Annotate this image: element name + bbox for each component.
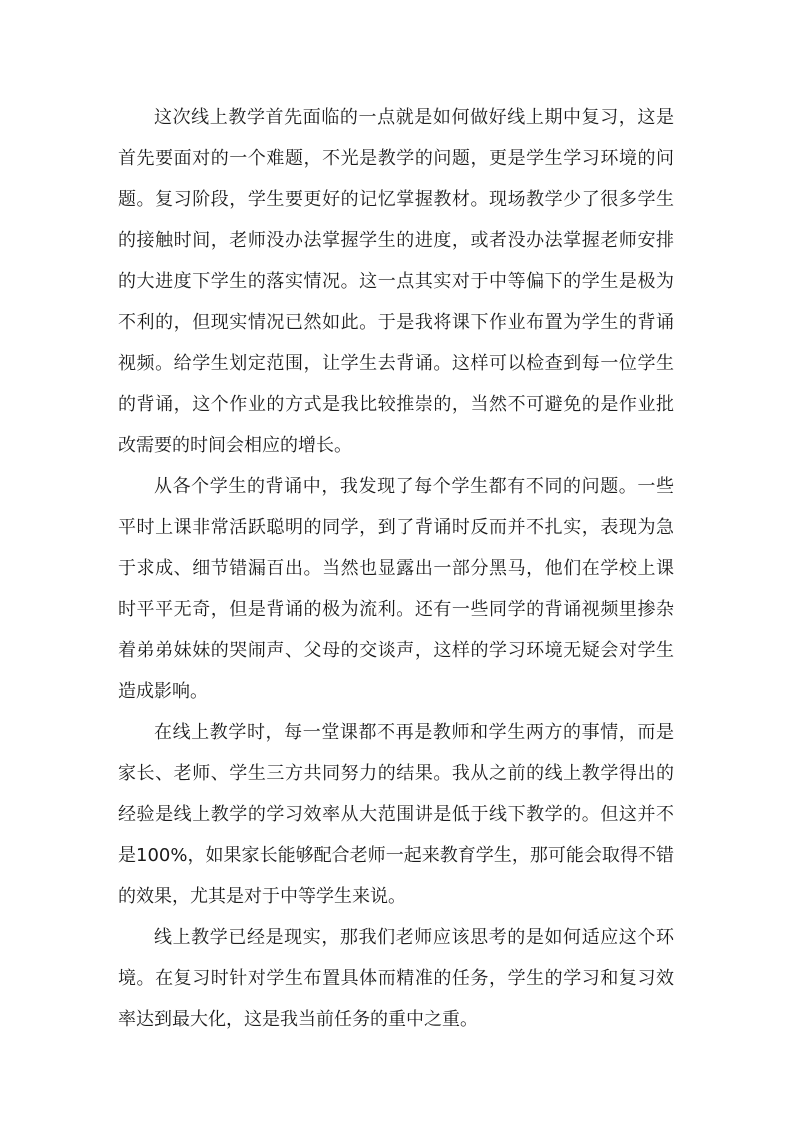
paragraph-4: 线上教学已经是现实，那我们老师应该思考的是如何适应这个环境。在复习时针对学生布置具体而精准的任务，学生的学习和复习效率达到最大化，这是我当前任务的重中之重。 [118,927,674,1030]
paragraph-2: 从各个学生的背诵中，我发现了每个学生都有不同的问题。一些平时上课非常活跃聪明的同学，到了背诵时反而并不扎实，表现为急于求成、细节错漏百出。当然也显露出一部分黑马，他们在学校上课时平平无奇，但是背诵的极为流利。还有一些同学的背诵视频里掺杂着弟弟妹妹的哭闹声、父母的交谈声，这样的学习环境无疑会对学生造成影响。 [118,476,674,702]
document-page [118,97,674,1040]
paragraph-3: 在线上教学时，每一堂课都不再是教师和学生两方的事情，而是家长、老师、学生三方共同努力的结果。我从之前的线上教学得出的经验是线上教学的学习效率从大范围讲是低于线下教学的。但这并不是100%，如果家长能够配合老师一起来教育学生，那可能会取得不错的效果，尤其是对于中等学生来说。 [118,722,674,907]
paragraph-1: 这次线上教学首先面临的一点就是如何做好线上期中复习，这是首先要面对的一个难题，不光是教学的问题，更是学生学习环境的问题。复习阶段，学生要更好的记忆掌握教材。现场教学少了很多学生的接触时间，老师没办法掌握学生的进度，或者没办法掌握老师安排的大进度下学生的落实情况。这一点其实对于中等偏下的学生是极为不利的，但现实情况已然如此。于是我将课下作业布置为学生的背诵视频。给学生划定范围，让学生去背诵。这样可以检查到每一位学生的背诵，这个作业的方式是我比较推崇的，当然不可避免的是作业批改需要的时间会相应的增长。 [118,107,674,456]
